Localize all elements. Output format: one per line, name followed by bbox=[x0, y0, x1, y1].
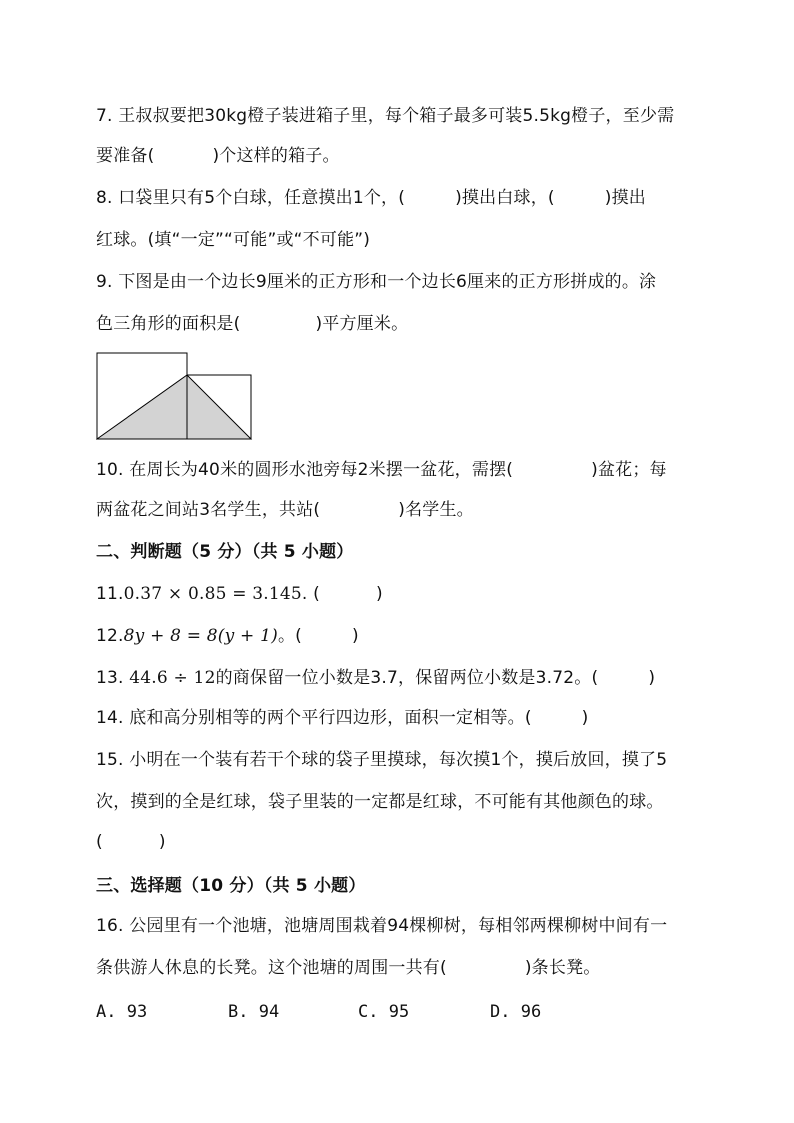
q10-line1: 10. 在周长为40米的圆形水池旁每2米摆一盆花，需摆( )盆花；每 bbox=[96, 460, 667, 480]
q10-line2: 两盆花之间站3名学生，共站( )名学生。 bbox=[96, 500, 474, 520]
squares-figure bbox=[96, 352, 256, 444]
shaded-triangle bbox=[97, 375, 251, 439]
q7-line1: 7. 王叔叔要把30kg橙子装进箱子里，每个箱子最多可装5.5kg橙子，至少需 bbox=[96, 106, 675, 126]
q8-line2: 红球。(填“一定”“可能”或“不可能”) bbox=[96, 230, 371, 250]
q15-line3: ( ) bbox=[96, 832, 166, 852]
q12-expression: 8y + 8 = 8(y + 1) bbox=[123, 626, 278, 646]
section2-heading: 二、判断题（5 分）（共 5 小题） bbox=[96, 542, 354, 562]
q8-line1: 8. 口袋里只有5个白球，任意摸出1个，( )摸出白球，( )摸出 bbox=[96, 188, 646, 208]
q16-line2: 条供游人休息的长凳。这个池塘的周围一共有( )条长凳。 bbox=[96, 958, 601, 978]
q15-line1: 15. 小明在一个装有若干个球的袋子里摸球，每次摸1个，摸后放回，摸了5 bbox=[96, 750, 668, 770]
section3-heading: 三、选择题（10 分）（共 5 小题） bbox=[96, 876, 366, 896]
q16-option-c[interactable]: C. 95 bbox=[358, 1002, 410, 1022]
q13: 13. 44.6 ÷ 12的商保留一位小数是3.7，保留两位小数是3.72。( ) bbox=[96, 668, 656, 688]
q11-expression: 0.37 × 0.85 = 3.145 bbox=[123, 584, 302, 604]
q16-option-a[interactable]: A. 93 bbox=[96, 1002, 148, 1022]
q7-line2: 要准备( )个这样的箱子。 bbox=[96, 146, 340, 166]
q14: 14. 底和高分别相等的两个平行四边形，面积一定相等。( ) bbox=[96, 708, 589, 728]
q9-line1: 9. 下图是由一个边长9厘米的正方形和一个边长6厘来的正方形拼成的。涂 bbox=[96, 272, 657, 292]
q16-line1: 16. 公园里有一个池塘，池塘周围栽着94棵柳树，每相邻两棵柳树中间有一 bbox=[96, 916, 668, 936]
q12: 12.8y + 8 = 8(y + 1)。( ) bbox=[96, 626, 359, 646]
q15-line2: 次，摸到的全是红球，袋子里装的一定都是红球，不可能有其他颜色的球。 bbox=[96, 792, 664, 812]
q11: 11.0.37 × 0.85 = 3.145. ( ) bbox=[96, 584, 383, 604]
q16-option-b[interactable]: B. 94 bbox=[228, 1002, 280, 1022]
q13-expression: 44.6 ÷ 12 bbox=[129, 668, 216, 688]
q9-line2: 色三角形的面积是( )平方厘米。 bbox=[96, 314, 409, 334]
q16-option-d[interactable]: D. 96 bbox=[490, 1002, 542, 1022]
